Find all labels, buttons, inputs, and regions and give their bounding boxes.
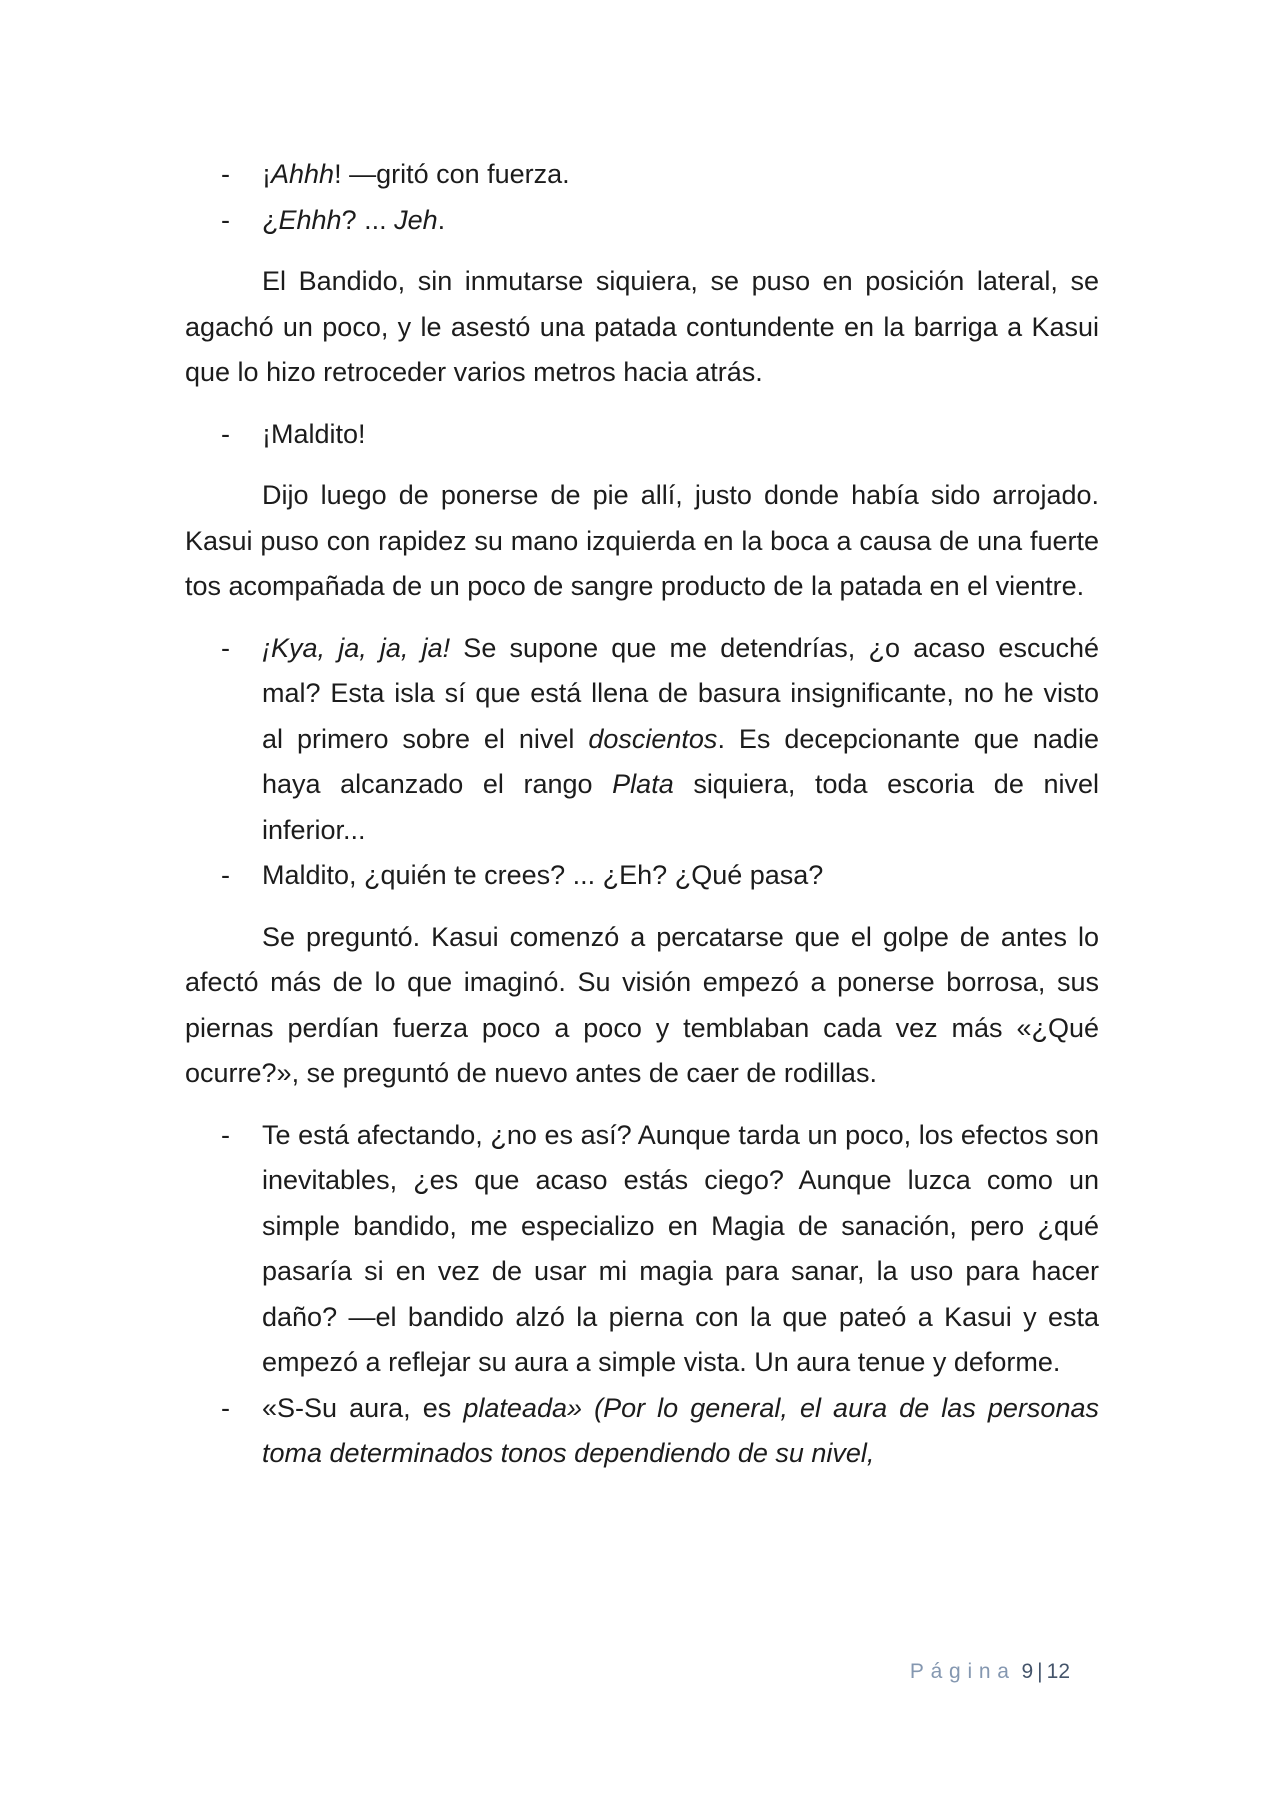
- text-run: . Es decepcionante que nadie haya alcanzado el rango: [262, 723, 1099, 799]
- dash-marker: -: [221, 159, 230, 189]
- text-run: Maldito, ¿quién te crees? ... ¿Eh? ¿Qué pasa?: [262, 860, 824, 890]
- dash-marker: -: [221, 418, 230, 449]
- text-run: ? ...: [341, 204, 395, 235]
- text-run: ¿: [262, 204, 279, 235]
- text-run: El Bandido, sin inmutarse siquiera, se puso en posición lateral, se agachó un poco, y le asestó una patada contundente en la barriga a Kasui que lo hizo retroceder varios metros hacia atrás.: [185, 266, 1099, 387]
- text-run: ! —gritó con fuerza.: [334, 159, 570, 189]
- narration-paragraph: [185, 259, 1099, 396]
- dialogue-line: [185, 626, 1099, 854]
- text-run: Se preguntó. Kasui comenzó a percatarse que el golpe de antes lo afectó más de lo que imaginó. Su visión empezó a ponerse borrosa, sus piernas perdían fuerza poco a poco y temblaban cada vez más «¿Qué ocurre?», se preguntó de nuevo antes de caer de rodillas.: [185, 921, 1099, 1088]
- italic-text-run: plateada» (Por lo general, el aura de las personas toma determinados tonos dependiendo de su nivel,: [262, 1392, 1099, 1468]
- text-run: ¡Maldito!: [262, 418, 366, 449]
- italic-text-run: doscientos: [588, 723, 718, 754]
- text-run: «S-Su aura, es: [262, 1392, 464, 1423]
- dash-marker: -: [221, 860, 230, 890]
- italic-text-run: Plata: [612, 769, 674, 799]
- text-run: Te está afectando, ¿no es así? Aunque tarda un poco, los efectos son inevitables, ¿es que acaso estás ciego? Aunque luzca como un simple bandido, me especializo en Magia de sanación, pero ¿qué pasaría si en vez de usar mi magia para sanar, la uso para hacer daño? —el bandido alzó la pierna con la que pateó a Kasui y esta empezó a reflejar su aura a simple vista. Un aura tenue y deforme.: [262, 1119, 1099, 1377]
- page-number: 9: [1021, 1660, 1034, 1683]
- dialogue-line: [185, 412, 1099, 458]
- text-run: siquiera, toda escoria de nivel inferior...: [262, 769, 1099, 845]
- narration-paragraph: [185, 915, 1099, 1097]
- text-run: .: [437, 204, 446, 235]
- page-separator: |: [1037, 1660, 1043, 1683]
- dialogue-line: [185, 853, 1099, 899]
- dash-marker: -: [221, 1119, 230, 1150]
- text-run: Se supone que me detendrías, ¿o acaso escuché mal? Esta isla sí que está llena de basura insignificante, no he visto al primero sobre el nivel: [262, 632, 1099, 754]
- dialogue-line: [185, 198, 1099, 244]
- dash-marker: -: [221, 204, 230, 235]
- dialogue-line: [185, 1113, 1099, 1386]
- italic-text-run: Ehhh: [278, 204, 342, 235]
- italic-text-run: Ahhh: [271, 159, 335, 189]
- dash-marker: -: [221, 1392, 230, 1423]
- dash-marker: -: [221, 632, 230, 663]
- page-footer: [910, 1657, 1070, 1687]
- dialogue-line: [185, 152, 1099, 198]
- text-run: Dijo luego de ponerse de pie allí, justo donde había sido arrojado. Kasui puso con rapidez su mano izquierda en la boca a causa de una fuerte tos acompañada de un poco de sangre producto de la patada en el vientre.: [185, 480, 1099, 601]
- text-run: ¡: [262, 159, 271, 189]
- dialogue-line: [185, 1386, 1099, 1477]
- italic-text-run: ¡Kya, ja, ja, ja!: [262, 632, 451, 663]
- total-pages: 12: [1046, 1660, 1070, 1683]
- page-label: Página: [909, 1660, 1016, 1683]
- narration-paragraph: [185, 473, 1099, 610]
- page-body-text: [185, 152, 1099, 1477]
- italic-text-run: Jeh: [394, 204, 438, 235]
